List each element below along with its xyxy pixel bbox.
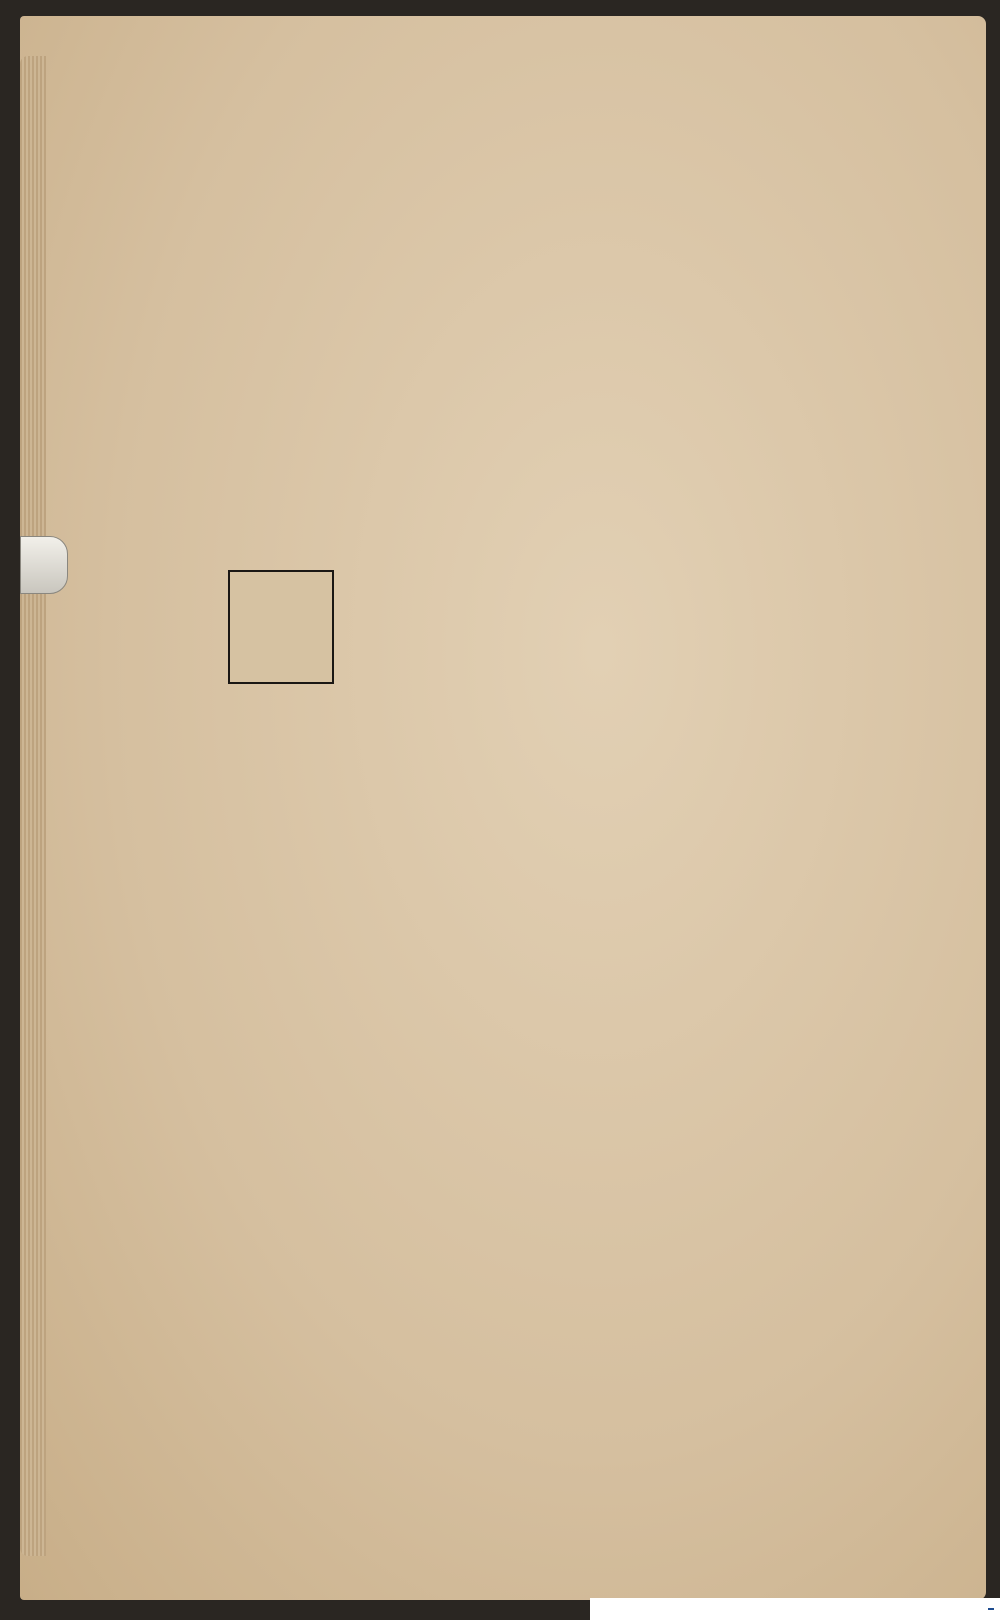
page-clip xyxy=(20,536,68,594)
dfg-logo xyxy=(988,1608,994,1610)
decorated-initial xyxy=(228,570,334,684)
footer-credit xyxy=(590,1598,1000,1620)
running-header xyxy=(398,98,918,168)
book-page xyxy=(20,16,986,1600)
page-edge xyxy=(20,56,46,1556)
